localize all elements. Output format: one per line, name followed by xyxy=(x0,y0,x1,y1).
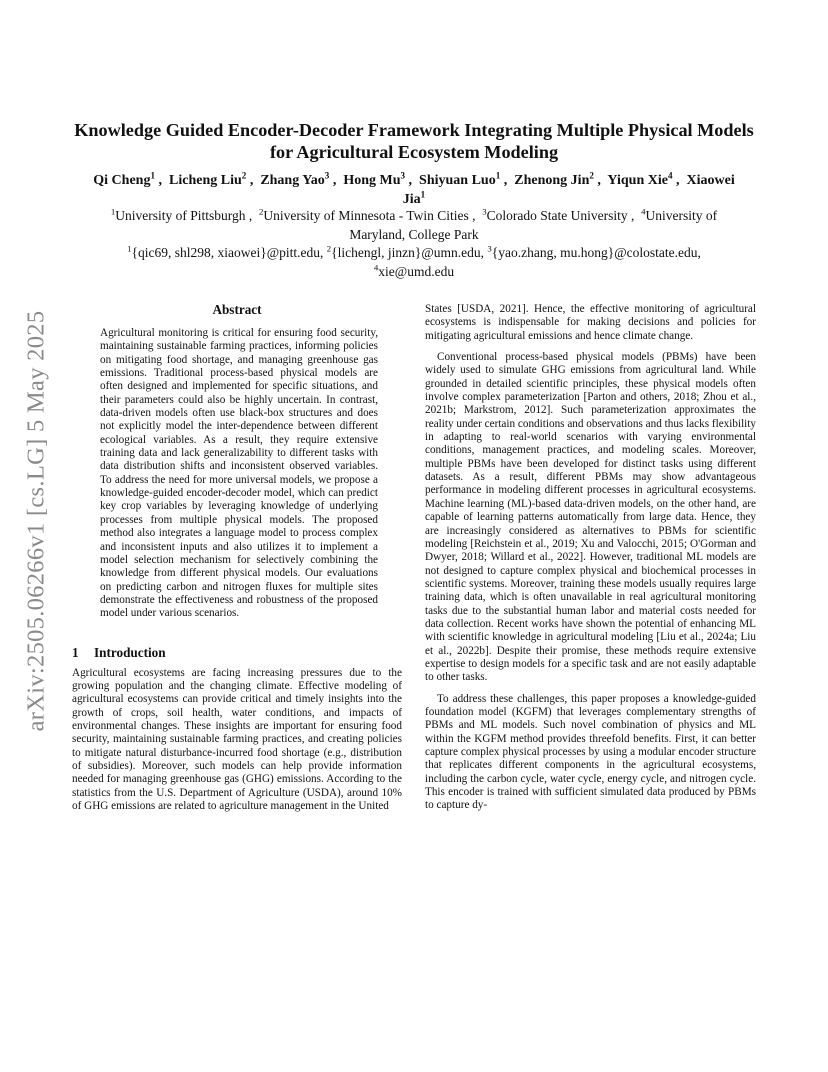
right-column xyxy=(425,303,756,813)
left-column xyxy=(72,302,402,813)
affiliation: $^1$University of Pittsburgh xyxy=(110,206,246,223)
author: Hong Mu$^3$ xyxy=(343,170,406,188)
arxiv-identifier-margin xyxy=(14,286,58,756)
abstract-heading: Abstract xyxy=(212,302,262,317)
email: $^3${yao.zhang, mu.hong}@colostate.edu xyxy=(487,243,698,260)
intro-paragraph-3: To address these challenges, this paper proposes a knowledge-guided foundation model (KGFM) that leverages complementary strengths of PBMs and ML models. Such novel combination of physics and ML within the KGFM method provides threefold benefits. First, it can better capture complex physical processes by using a modular encoder structure that replicates different components in the agricultural ecosystems, including the carbon cycle, water cycle, energy cycle, and nitrogen cycle. This encoder is trained with sufficient simulated data produced by PBMs to capture dy- xyxy=(425,692,756,812)
email: $^1${qic69, shl298, xiaowei}@pitt.edu xyxy=(127,243,320,260)
arxiv-identifier: arXiv:2505.06266v1 [cs.LG] 5 May 2025 xyxy=(22,310,50,732)
abstract-text: Agricultural monitoring is critical for ensuring food security, maintaining sustainable farming practices, informing policies on mitigating food shortage, and managing greenhouse gas emissions. Traditional process-based physical models are often designed and implemented for specific situations, and their parameters could also be highly uncertain. In contrast, data-driven models often use black-box structures and does not explicitly model the inter-dependence between different ecological variables. As a result, they require extensive training data and lack generalizability to different tasks with data distribution shifts and inconsistent observed variables. To address the need for more universal models, we propose a knowledge-guided encoder-decoder model, which can predict key crop variables by leveraging knowledge of underlying processes from multiple physical models. The proposed method also integrates a language model to process complex and inconsistent inputs and also utilizes it to implement a model selection mechanism for selectively combining the knowledge from different physical models. Our evaluations on predicting carbon and nitrogen fluxes for multiple sites demonstrate the effectiveness and robustness of the proposed model under various scenarios. xyxy=(100,327,378,620)
intro-paragraph-1-continued: States [USDA, 2021]. Hence, the effective monitoring of agricultural ecosystems is indispensable for making decisions and policies for mitigating agricultural emissions and hence climate change. xyxy=(425,303,756,342)
email: $^4$xie@umd.edu xyxy=(373,262,455,279)
intro-paragraph-1: Agricultural ecosystems are facing increasing pressures due to the growing population and the changing climate. Effective modeling of agricultural ecosystems can provide critical and timely insights into the growth of crops, soil health, water conditions, and impacts of environmental changes. These insights are important for ensuring food security, maintaining sustainable farming practices, and creating policies to mitigate natural disturbance-incurred food shortage (e.g., distribution of subsidies). Moreover, such models can help provide information needed for managing greenhouse gas (GHG) emissions. According to the statistics from the U.S. Department of Agriculture (USDA), around 10% of GHG emissions are related to agriculture management in the United xyxy=(72,666,402,812)
affiliation: $^3$Colorado State University xyxy=(482,206,628,223)
section-heading-introduction xyxy=(72,645,402,661)
section-number: 1 xyxy=(72,644,79,660)
author: Licheng Liu$^2$ xyxy=(169,170,247,188)
affiliations xyxy=(104,207,724,281)
author: Xiaowei Jia$^1$ xyxy=(402,173,735,207)
email-list: $^1${qic69, shl298, xiaowei}@pitt.edu, $^2${lichengl, jinzn}@umn.edu, $^3${yao.zhang, mu.hong}@colostate.edu, $^4$xie@umd.edu xyxy=(127,243,701,279)
author: Zhenong Jin$^2$ xyxy=(514,170,594,188)
author: Qi Cheng$^1$ xyxy=(93,170,156,188)
email: $^2${lichengl, jinzn}@umn.edu xyxy=(326,243,481,260)
affiliation-list: $^1$University of Pittsburgh , $^2$University of Minnesota - Twin Cities , $^3$Colorado State University , $^4$University of Maryland, College Park xyxy=(110,206,718,242)
intro-paragraph-2: Conventional process-based physical models (PBMs) have been widely used to simulate GHG emissions from agricultural land. While grounded in detailed scientific principles, these physical models often involve complex parameterization [Parton and others, 2018; Zhou et al., 2021b; Markstrom, 2012]. Such parameterization approximates the reality under certain conditions and observations and thus lacks flexibility in adapting to real-world scenarios with varying environmental conditions, management practices, and modeling scales. Moreover, multiple PBMs have been developed for distinct tasks using different datasets. As a result, different PBMs may show advantageous performance in modeling different processes in agricultural ecosystems. Machine learning (ML)-based data-driven models, on the other hand, are capable of learning patterns automatically from large data. Hence, they are increasingly considered as alternatives to PBMs for scientific modeling [Reichstein et al., 2019; Xu and Valocchi, 2015; O'Gorman and Dwyer, 2018; Willard et al., 2022]. However, traditional ML models are not designed to capture complex physical and biochemical processes in scientific systems. Moreover, training these models usually requires large training data, which is often unavailable in real agricultural monitoring tasks due to the substantial human labor and material costs needed for data collection. Recent works have shown the potential of enhancing ML with scientific knowledge in agricultural modeling [Liu et al., 2024a; Liu et al., 2022b]. Despite their promise, these methods require extensive expertise to design models for a specific task and are not easily adaptable to other tasks. xyxy=(425,351,756,684)
author: Zhang Yao$^3$ xyxy=(260,170,330,188)
author: Yiqun Xie$^4$ xyxy=(607,170,673,188)
paper-title: Knowledge Guided Encoder-Decoder Framework Integrating Multiple Physical Models for Agricultural Ecosystem Modeling xyxy=(74,120,754,162)
author-list: Qi Cheng$^1$ , Licheng Liu$^2$ , Zhang Yao$^3$ , Hong Mu$^3$ , Shiyuan Luo$^1$ , Zhenong Jin$^2$ , Yiqun Xie$^4$ , Xiaowei Jia$^1$ xyxy=(93,170,735,207)
affiliation: $^4$University of Maryland, College Park xyxy=(349,206,718,242)
author: Shiyuan Luo$^1$ xyxy=(419,170,501,188)
section-title: Introduction xyxy=(94,644,166,660)
affiliation: $^2$University of Minnesota - Twin Cities xyxy=(258,206,469,223)
